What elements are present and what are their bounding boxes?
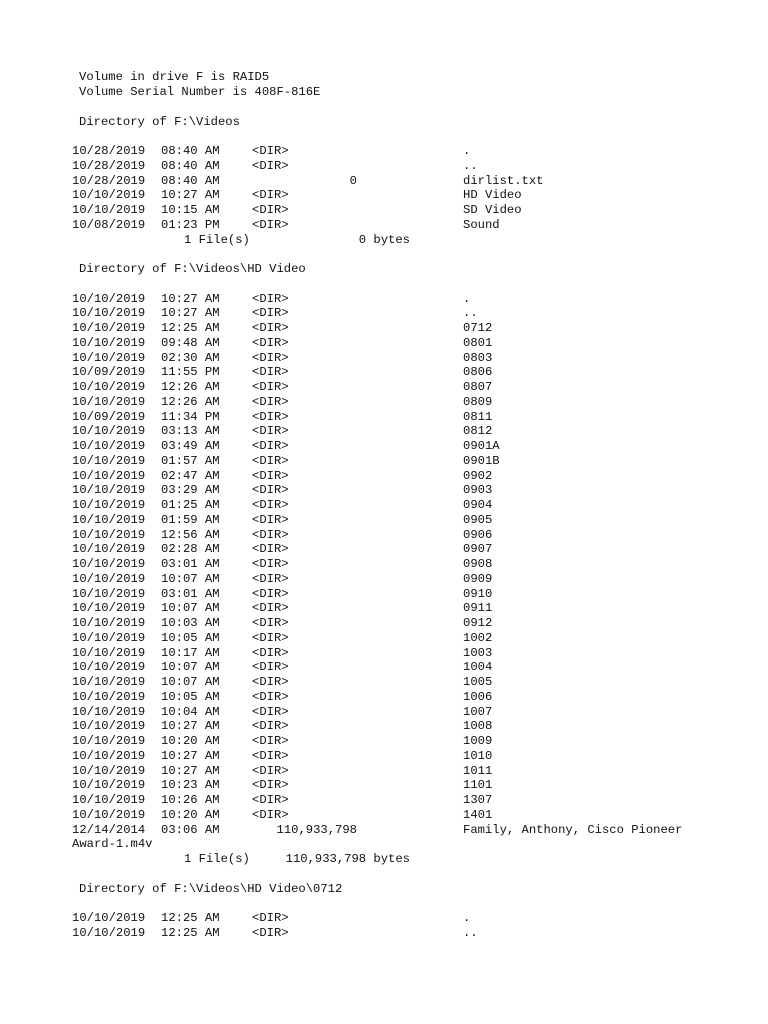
- entry-time: 03:13 AM: [161, 424, 220, 439]
- entry-date: 10/10/2019: [72, 660, 146, 675]
- entry-date: 10/10/2019: [72, 571, 146, 586]
- entry-time: 08:40 AM: [161, 144, 220, 158]
- entry-name: 1010: [463, 748, 493, 763]
- byte-total: 0 bytes: [358, 232, 410, 247]
- entry-date: 10/10/2019: [72, 306, 146, 321]
- entry-name: 0811: [463, 409, 493, 424]
- entry-time: 10:27 AM: [161, 306, 220, 321]
- entry-dir-tag: <DIR>: [252, 763, 289, 778]
- entry-date: 10/10/2019: [72, 689, 146, 704]
- entry-date: 10/10/2019: [72, 704, 146, 719]
- entry-date: 10/10/2019: [72, 335, 146, 350]
- entry-name: 0712: [463, 321, 493, 335]
- entry-time: 10:27 AM: [161, 719, 220, 734]
- entry-name: 0905: [463, 512, 493, 527]
- entry-time: 01:23 PM: [161, 217, 220, 232]
- entry-date: 10/10/2019: [72, 439, 146, 453]
- entry-dir-tag: <DIR>: [252, 439, 289, 453]
- entry-dir-tag: <DIR>: [252, 203, 289, 217]
- entry-dir-tag: <DIR>: [252, 616, 289, 630]
- entry-time: 12:26 AM: [161, 380, 220, 394]
- entry-date: 10/10/2019: [72, 911, 146, 925]
- entry-dir-tag: <DIR>: [252, 807, 289, 822]
- entry-date: 10/28/2019: [72, 173, 146, 188]
- entry-dir-tag: <DIR>: [252, 660, 289, 675]
- entry-name: 0904: [463, 498, 493, 512]
- entry-dir-tag: <DIR>: [252, 453, 289, 468]
- entry-date: 10/10/2019: [72, 498, 146, 512]
- entry-time: 10:23 AM: [161, 778, 220, 793]
- entry-dir-tag: <DIR>: [252, 571, 289, 586]
- entry-name: SD Video: [463, 203, 522, 217]
- entry-date: 10/10/2019: [72, 586, 146, 601]
- entry-name: Family, Anthony, Cisco Pioneer: [463, 822, 683, 837]
- entry-time: 10:20 AM: [161, 734, 220, 748]
- entry-date: 10/10/2019: [72, 468, 146, 483]
- entry-time: 03:01 AM: [161, 557, 220, 571]
- entry-dir-tag: <DIR>: [252, 911, 289, 925]
- entry-time: 10:03 AM: [161, 616, 220, 630]
- entry-dir-tag: <DIR>: [252, 188, 289, 203]
- entry-time: 10:27 AM: [161, 763, 220, 778]
- entry-name: HD Video: [463, 188, 522, 203]
- entry-name: 0909: [463, 571, 493, 586]
- entry-time: 09:48 AM: [161, 335, 220, 350]
- entry-name: 1005: [463, 675, 493, 689]
- entry-name: 0903: [463, 483, 493, 498]
- entry-dir-tag: <DIR>: [252, 365, 289, 380]
- entry-date: 10/10/2019: [72, 675, 146, 689]
- entry-name: 1101: [463, 778, 493, 793]
- entry-date: 10/10/2019: [72, 793, 146, 807]
- entry-dir-tag: <DIR>: [252, 689, 289, 704]
- entry-name: 1401: [463, 807, 493, 822]
- entry-time: 03:06 AM: [161, 822, 220, 837]
- entry-name: 0910: [463, 586, 493, 601]
- entry-time: 02:28 AM: [161, 542, 220, 557]
- entry-time: 01:59 AM: [161, 512, 220, 527]
- entry-time: 10:27 AM: [161, 748, 220, 763]
- entry-name: dirlist.txt: [463, 173, 544, 188]
- entry-name: 1002: [463, 630, 493, 645]
- entry-name: 0806: [463, 365, 493, 380]
- entry-date: 10/10/2019: [72, 291, 146, 306]
- entry-dir-tag: <DIR>: [252, 409, 289, 424]
- entry-name: 0812: [463, 424, 493, 439]
- directory-header: Directory of F:\Videos\HD Video\0712: [79, 881, 343, 896]
- byte-total: 110,933,798 bytes: [285, 852, 410, 866]
- entry-dir-tag: <DIR>: [252, 778, 289, 793]
- entry-date: 10/09/2019: [72, 409, 146, 424]
- entry-time: 10:27 AM: [161, 291, 220, 306]
- entry-name: 0807: [463, 380, 493, 394]
- entry-date: 10/10/2019: [72, 748, 146, 763]
- entry-name: 0803: [463, 350, 493, 365]
- entry-name: 0912: [463, 616, 493, 630]
- entry-size: 110,933,798: [276, 822, 357, 837]
- entry-time: 10:04 AM: [161, 704, 220, 719]
- entry-date: 10/10/2019: [72, 424, 146, 439]
- entry-time: 01:25 AM: [161, 498, 220, 512]
- entry-dir-tag: <DIR>: [252, 557, 289, 571]
- entry-name: 1004: [463, 660, 493, 675]
- entry-dir-tag: <DIR>: [252, 512, 289, 527]
- entry-dir-tag: <DIR>: [252, 586, 289, 601]
- entry-date: 12/14/2014: [72, 822, 146, 837]
- entry-dir-tag: <DIR>: [252, 925, 289, 940]
- entry-date: 10/10/2019: [72, 453, 146, 468]
- entry-date: 10/10/2019: [72, 203, 146, 217]
- entry-dir-tag: <DIR>: [252, 645, 289, 660]
- entry-time: 10:17 AM: [161, 645, 220, 660]
- entry-date: 10/10/2019: [72, 719, 146, 734]
- entry-time: 10:05 AM: [161, 689, 220, 704]
- entry-dir-tag: <DIR>: [252, 748, 289, 763]
- entry-name: 0902: [463, 468, 493, 483]
- entry-date: 10/10/2019: [72, 630, 146, 645]
- entry-date: 10/28/2019: [72, 158, 146, 173]
- entry-dir-tag: <DIR>: [252, 527, 289, 542]
- entry-name: .: [463, 144, 471, 158]
- entry-name: 0801: [463, 335, 493, 350]
- entry-date: 10/10/2019: [72, 542, 146, 557]
- entry-date: 10/10/2019: [72, 645, 146, 660]
- entry-date: 10/10/2019: [72, 394, 146, 409]
- entry-dir-tag: <DIR>: [252, 601, 289, 616]
- entry-name: 0901B: [463, 453, 500, 468]
- entry-time: 12:26 AM: [161, 394, 220, 409]
- entry-name: 0906: [463, 527, 493, 542]
- entry-dir-tag: <DIR>: [252, 291, 289, 306]
- entry-date: 10/10/2019: [72, 763, 146, 778]
- entry-date: 10/10/2019: [72, 557, 146, 571]
- file-count: 1 File(s): [184, 852, 250, 866]
- entry-name: 0901A: [463, 439, 500, 453]
- entry-name: 0907: [463, 542, 493, 557]
- volume-serial-line: Volume Serial Number is 408F-816E: [79, 85, 321, 99]
- entry-date: 10/10/2019: [72, 527, 146, 542]
- entry-time: 12:25 AM: [161, 911, 220, 925]
- entry-time: 08:40 AM: [161, 158, 220, 173]
- entry-name: ..: [463, 306, 478, 321]
- entry-dir-tag: <DIR>: [252, 394, 289, 409]
- entry-dir-tag: <DIR>: [252, 306, 289, 321]
- entry-time: 10:07 AM: [161, 571, 220, 586]
- entry-time: 10:26 AM: [161, 793, 220, 807]
- entry-name: ..: [463, 925, 478, 940]
- entry-dir-tag: <DIR>: [252, 424, 289, 439]
- directory-header: Directory of F:\Videos\HD Video: [79, 262, 306, 276]
- entry-date: 10/10/2019: [72, 350, 146, 365]
- entry-dir-tag: <DIR>: [252, 158, 289, 173]
- entry-name: 1009: [463, 734, 493, 748]
- entry-name: 1307: [463, 793, 493, 807]
- entry-date: 10/10/2019: [72, 925, 146, 940]
- entry-time: 10:07 AM: [161, 601, 220, 616]
- entry-dir-tag: <DIR>: [252, 719, 289, 734]
- entry-date: 10/10/2019: [72, 380, 146, 394]
- entry-time: 11:55 PM: [161, 365, 220, 380]
- file-count: 1 File(s): [184, 232, 250, 247]
- entry-date: 10/10/2019: [72, 734, 146, 748]
- entry-dir-tag: <DIR>: [252, 498, 289, 512]
- entry-dir-tag: <DIR>: [252, 144, 289, 158]
- entry-name: .: [463, 911, 471, 925]
- entry-time: 10:07 AM: [161, 660, 220, 675]
- entry-time: 08:40 AM: [161, 173, 220, 188]
- directory-header: Directory of F:\Videos: [79, 114, 240, 129]
- entry-time: 03:01 AM: [161, 586, 220, 601]
- entry-dir-tag: <DIR>: [252, 542, 289, 557]
- entry-time: 10:20 AM: [161, 807, 220, 822]
- entry-date: 10/10/2019: [72, 512, 146, 527]
- entry-date: 10/08/2019: [72, 217, 146, 232]
- entry-name: 1006: [463, 689, 493, 704]
- entry-time: 10:27 AM: [161, 188, 220, 203]
- entry-dir-tag: <DIR>: [252, 675, 289, 689]
- entry-dir-tag: <DIR>: [252, 793, 289, 807]
- entry-time: 10:15 AM: [161, 203, 220, 217]
- entry-time: 10:05 AM: [161, 630, 220, 645]
- entry-dir-tag: <DIR>: [252, 217, 289, 232]
- entry-dir-tag: <DIR>: [252, 704, 289, 719]
- entry-time: 10:07 AM: [161, 675, 220, 689]
- entry-name-wrap: Award-1.m4v: [72, 837, 153, 852]
- entry-date: 10/10/2019: [72, 321, 146, 335]
- entry-dir-tag: <DIR>: [252, 321, 289, 335]
- entry-name: ..: [463, 158, 478, 173]
- entry-date: 10/28/2019: [72, 144, 146, 158]
- entry-name: .: [463, 291, 471, 306]
- entry-time: 03:29 AM: [161, 483, 220, 498]
- entry-name: 0908: [463, 557, 493, 571]
- volume-label-line: Volume in drive F is RAID5: [79, 70, 270, 84]
- entry-time: 02:30 AM: [161, 350, 220, 365]
- entry-date: 10/10/2019: [72, 188, 146, 203]
- entry-time: 01:57 AM: [161, 453, 220, 468]
- entry-dir-tag: <DIR>: [252, 483, 289, 498]
- entry-dir-tag: <DIR>: [252, 350, 289, 365]
- entry-time: 12:56 AM: [161, 527, 220, 542]
- entry-name: 1007: [463, 704, 493, 719]
- entry-name: 1003: [463, 645, 493, 660]
- entry-size: 0: [349, 173, 357, 188]
- entry-dir-tag: <DIR>: [252, 335, 289, 350]
- entry-date: 10/10/2019: [72, 616, 146, 630]
- entry-time: 11:34 PM: [161, 409, 220, 424]
- entry-name: 1008: [463, 719, 493, 734]
- entry-name: 1011: [463, 763, 493, 778]
- entry-date: 10/10/2019: [72, 778, 146, 793]
- entry-name: Sound: [463, 217, 500, 232]
- entry-time: 03:49 AM: [161, 439, 220, 453]
- entry-time: 12:25 AM: [161, 321, 220, 335]
- entry-time: 02:47 AM: [161, 468, 220, 483]
- entry-date: 10/10/2019: [72, 807, 146, 822]
- entry-name: 0911: [463, 601, 493, 616]
- entry-dir-tag: <DIR>: [252, 468, 289, 483]
- entry-name: 0809: [463, 394, 493, 409]
- entry-date: 10/10/2019: [72, 483, 146, 498]
- entry-dir-tag: <DIR>: [252, 380, 289, 394]
- entry-date: 10/10/2019: [72, 601, 146, 616]
- entry-dir-tag: <DIR>: [252, 734, 289, 748]
- entry-time: 12:25 AM: [161, 925, 220, 940]
- entry-date: 10/09/2019: [72, 365, 146, 380]
- entry-dir-tag: <DIR>: [252, 630, 289, 645]
